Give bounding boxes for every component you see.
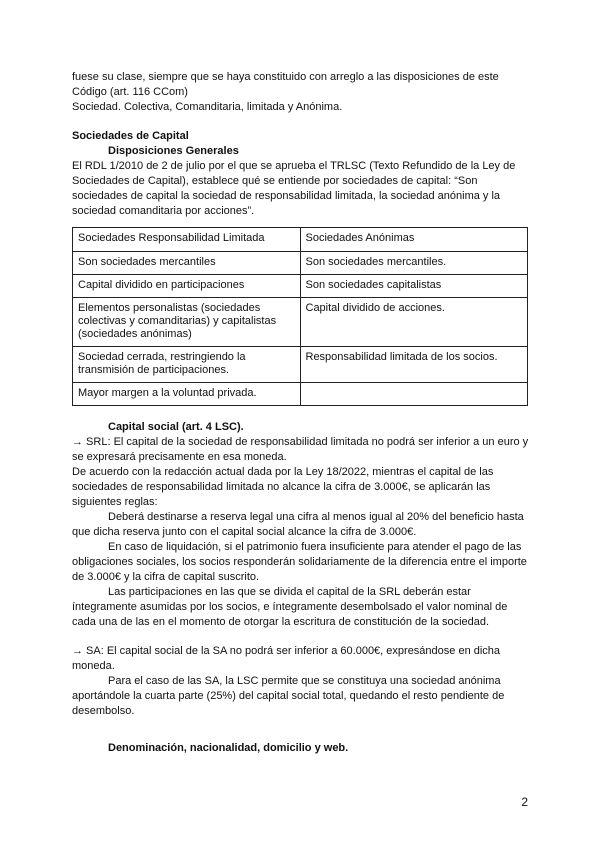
rule-liquidation: En caso de liquidación, si el patrimonio fuera insuficiente para atender el pago de las obligaciones sociales, los socios responderán solidariamente de la diferencia entre el importe de 3.000€ y la cifra de capital suscrito. (72, 541, 527, 583)
capital-heading: Capital social (art. 4 LSC). (108, 421, 244, 433)
company-types-line: Sociedad. Colectiva, Comanditaria, limitada y Anónima. (72, 101, 343, 113)
table-cell: Sociedades Responsabilidad Limitada (73, 228, 301, 252)
spacer (72, 630, 530, 644)
table-cell: Sociedades Anónimas (300, 228, 528, 252)
srl-paragraph: → SRL: El capital de la sociedad de responsabilidad limitada no podrá ser inferior a un euro y se expresará precisamente en esa moneda. (72, 436, 529, 463)
table-cell: Sociedad cerrada, restringiendo la transmisión de participaciones. (73, 347, 301, 383)
spacer (72, 719, 530, 741)
section-paragraph: El RDL 1/2010 de 2 de julio por el que se aprueba el TRLSC (Texto Refundido de la Ley de Sociedades de Capital), establece qué se entiende por sociedades de capital: “Son sociedades de capital la sociedad de responsabilidad limitada, la sociedad anónima y la sociedad comanditaria por acciones”. (72, 160, 516, 217)
table-cell: Son sociedades capitalistas (300, 275, 528, 298)
table-cell (300, 383, 528, 406)
spacer (72, 115, 530, 129)
section-subtitle: Disposiciones Generales (108, 145, 239, 157)
spacer (72, 410, 530, 420)
page-number: 2 (521, 795, 528, 809)
table-row (73, 298, 528, 347)
document-page (72, 70, 530, 756)
table-cell: Mayor margen a la voluntad privada. (73, 383, 301, 406)
table-row (73, 347, 528, 383)
final-heading: Denominación, nacionalidad, domicilio y web. (108, 742, 349, 754)
table-cell: Son sociedades mercantiles. (300, 252, 528, 275)
table-cell: Elementos personalistas (sociedades colectivas y comanditarias) y capitalistas (sociedades anónimas) (73, 298, 301, 347)
sa-paragraph: → SA: El capital social de la SA no podrá ser inferior a 60.000€, expresándose en dicha moneda. (72, 645, 501, 672)
table-cell: Capital dividido de acciones. (300, 298, 528, 347)
rule-participations: Las participaciones en las que se divida el capital de la SRL deberán estar íntegramente asumidas por los socios, e íntegramente desembolsado el valor nominal de cada una de las en el momento de otorgar la escritura de constitución de la sociedad. (72, 586, 508, 628)
table-row (73, 383, 528, 406)
sa-rule: Para el caso de las SA, la LSC permite que se constituya una sociedad anónima aportándole la cuarta parte (25%) del capital social total, quedando el resto pendiente de desembolso. (72, 675, 505, 717)
table-cell: Son sociedades mercantiles (73, 252, 301, 275)
table-row (73, 252, 528, 275)
comparison-table (72, 227, 528, 406)
section-title: Sociedades de Capital (72, 130, 189, 142)
table-row (73, 228, 528, 252)
table-cell: Responsabilidad limitada de los socios. (300, 347, 528, 383)
ley-paragraph: De acuerdo con la redacción actual dada por la Ley 18/2022, mientras el capital de las sociedades de responsabilidad limitada no alcance la cifra de 3.000€, se aplicarán las siguientes reglas: (72, 466, 494, 508)
table-cell: Capital dividido en participaciones (73, 275, 301, 298)
intro-paragraph: fuese su clase, siempre que se haya constituido con arreglo a las disposiciones de este Código (art. 116 CCom) (72, 71, 499, 98)
table-row (73, 275, 528, 298)
rule-reserve: Deberá destinarse a reserva legal una cifra al menos igual al 20% del beneficio hasta que dicha reserva junto con el capital social alcance la cifra de 3.000€. (72, 511, 524, 538)
